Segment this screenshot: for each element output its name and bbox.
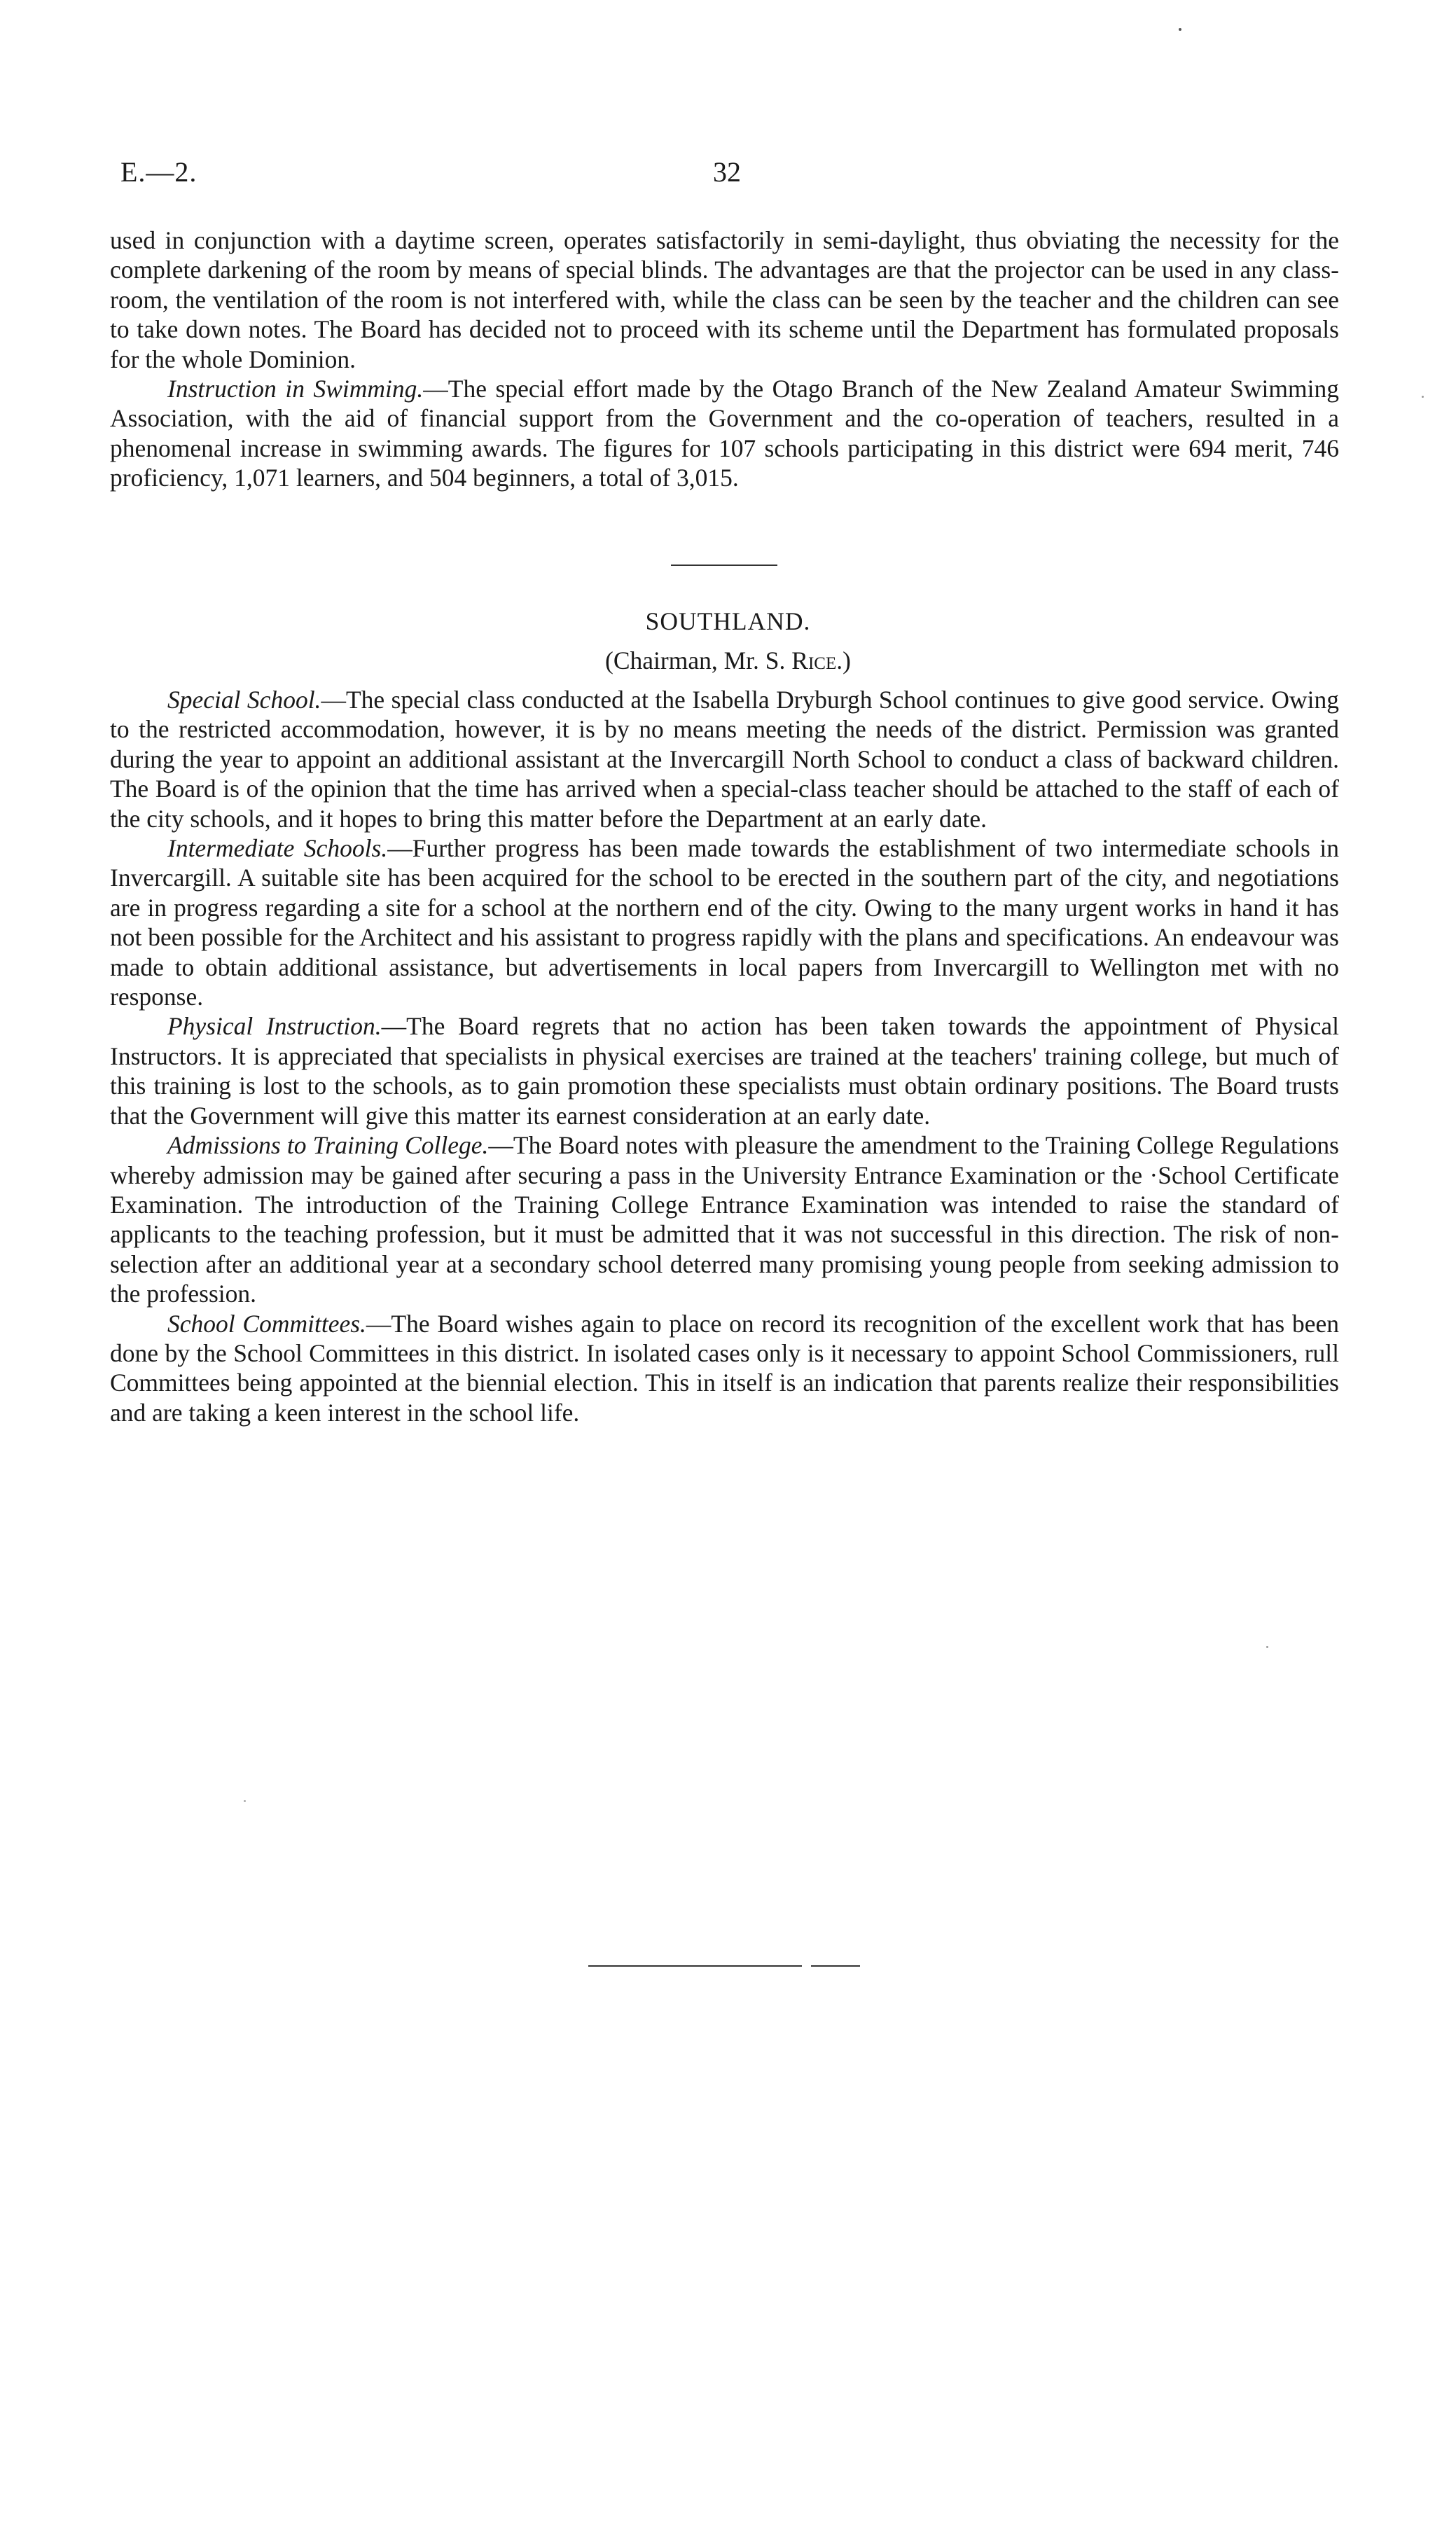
school-committees-paragraph	[110, 1309, 1339, 1428]
physical-instruction-text: —The Board regrets that no action has been taken towards the appointment of Physical Instructors. It is appreciated that specialists in physical exercises are trained at the teachers' training college, but much of this training is lost to the schools, as to gain promotion these specialists must obtain ordinary positions. The Board trusts that the Government will give this matter its earnest consideration at an early date.	[110, 1012, 1339, 1130]
scan-speck	[1179, 28, 1181, 31]
report-reference: E.—2.	[120, 156, 197, 188]
swimming-paragraph	[110, 374, 1339, 493]
intermediate-schools-heading: Intermediate Schools.	[167, 834, 388, 863]
special-school-text: —The special class conducted at the Isabella Dryburgh School continues to give good service. Owing to the restricted accommodation, however, it is by no means meeting the needs of the district. Permission was granted during the year to appoint an additional assistant at the Invercargill North School to conduct a class of backward children. The Board is of the opinion that the time has arrived when a special-class teacher should be attached to the staff of each of the city schools, and it hopes to bring this matter before the Department at an early date.	[110, 686, 1339, 833]
chairman-suffix: .)	[836, 646, 851, 674]
physical-instruction-paragraph	[110, 1011, 1339, 1130]
swimming-text: —The special effort made by the Otago Branch of the New Zealand Amateur Swimming Association, with the aid of financial support from the Government and the co-operation of teachers, resulted in a phenomenal increase in swimming awards. The figures for 107 schools participating in this district were 694 merit, 746 proficiency, 1,071 learners, and 504 beginners, a total of 3,015.	[110, 375, 1339, 492]
swimming-heading: Instruction in Swimming.	[167, 375, 424, 403]
training-college-text: —The Board notes with pleasure the amendment to the Training College Regulations whereby admission may be gained after securing a pass in the University Entrance Examination or the ·School Certificate Examination. The introduction of the Training College Entrance Examination was intended to raise the standard of applicants to the teaching profession, but it must be admitted that it was not successful in this direction. The risk of non-selection after an additional year at a secondary school deterred many promising young people from seeking admission to the profession.	[110, 1131, 1339, 1308]
school-committees-text: —The Board wishes again to place on record its recognition of the excellent work that has been done by the School Committees in this district. In isolated cases only is it necessary to appoint School Commissioners, rull Committees being appointed at the biennial election. This in itself is an indication that parents realize their responsibilities and are taking a keen interest in the school life.	[110, 1309, 1339, 1427]
special-school-paragraph	[110, 685, 1339, 833]
school-committees-heading: School Committees.	[167, 1309, 366, 1338]
training-college-paragraph	[110, 1130, 1339, 1308]
closing-rule-long	[588, 1965, 802, 1967]
continuation-paragraph: used in conjunction with a daytime screen, operates satisfactorily in semi-daylight, thus obviating the necessity for the complete darkening of the room by means of special blinds. The advantages are that the projector can be used in any class-room, the ventilation of the room is not interfered with, while the class can be seen by the teacher and the children can see to take down notes. The Board has decided not to proceed with its scheme until the Department has formulated proposals for the whole Dominion.	[110, 226, 1339, 373]
page-number: 32	[713, 156, 741, 188]
section-title: SOUTHLAND.	[645, 607, 811, 635]
training-college-heading: Admissions to Training College.	[167, 1131, 489, 1160]
scan-speck	[1422, 396, 1424, 398]
section-divider	[671, 565, 777, 566]
chairman-name: Rice	[791, 646, 837, 674]
intermediate-schools-paragraph	[110, 833, 1339, 1011]
southland-block	[110, 685, 1339, 1427]
special-school-heading: Special School.	[167, 686, 321, 714]
otago-continuation-block	[110, 226, 1339, 493]
chairman-prefix: (Chairman, Mr. S.	[605, 646, 792, 674]
physical-instruction-heading: Physical Instruction.	[167, 1012, 382, 1041]
closing-rule-short	[811, 1965, 860, 1967]
intermediate-schools-text: —Further progress has been made towards the establishment of two intermediate schools in Invercargill. A suitable site has been acquired for the school to be erected in the southern part of the city, and negotiations are in progress regarding a site for a school at the northern end of the city. Owing to the many urgent works in hand it has not been possible for the Architect and his assistant to progress rapidly with the plans and specifications. An endeavour was made to obtain additional assistance, but advertisements in local papers from Invercargill to Wellington met with no response.	[110, 834, 1339, 1011]
scan-speck	[244, 1800, 246, 1802]
chairman-line	[0, 646, 1456, 675]
scan-speck	[1266, 1646, 1268, 1648]
